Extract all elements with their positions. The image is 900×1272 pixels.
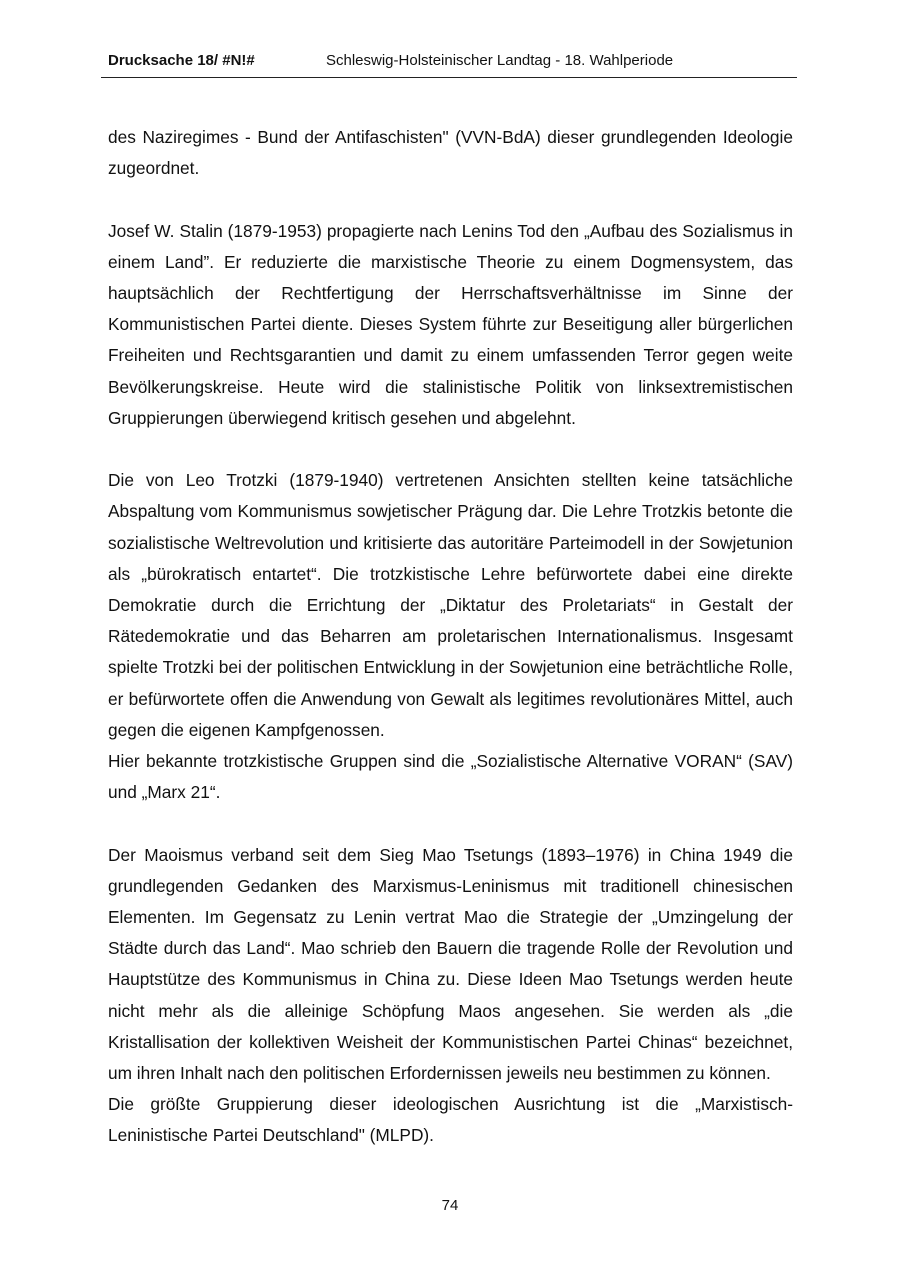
paragraph-vvn-bda: des Naziregimes - Bund der Antifaschisten" (VVN-BdA) dieser grundlegenden Ideologie zugeordnet. — [108, 127, 793, 179]
paragraph-stalin: Josef W. Stalin (1879-1953) propagierte nach Lenins Tod den „Aufbau des Sozialismus in einem Land”. Er reduzierte die marxistische Theorie zu einem Dogmensystem, das hauptsächlich der Rechtfertigung der Herrschaftsverhältnisse im Sinne der Kommunistischen Partei diente. Dieses System führte zur Beseitigung aller bürgerlichen Freiheiten und Rechtsgarantien und damit zu einem umfassenden Terror gegen weite Bevölkerungskreise. Heute wird die stalinistische Politik von linksextremistischen Gruppierungen überwiegend kritisch gesehen und abgelehnt. — [108, 220, 793, 428]
page-header — [101, 50, 797, 78]
body-text — [108, 122, 793, 1152]
document-number: Drucksache 18/ #N!# — [108, 52, 255, 69]
paragraph-maoismus: Der Maoismus verband seit dem Sieg Mao Tsetungs (1893–1976) in China 1949 die grundlegenden Gedanken des Marxismus-Leninismus mit traditionell chinesischen Elementen. Im Gegensatz zu Lenin vertrat Mao die Strategie der „Umzingelung der Städte durch das Land“. Mao schrieb den Bauern die tragende Rolle der Revolution und Hauptstütze des Kommunismus in China zu. Diese Ideen Mao Tsetungs werden heute nicht mehr als die alleinige Schöpfung Maos angesehen. Sie werden als „die Kristallisation der kollektiven Weisheit der Kommunistischen Partei Chinas“ bezeichnet, um ihren Inhalt nach den politischen Erfordernissen jeweils neu bestimmen zu können. — [108, 844, 793, 1084]
paragraph-trotzki: Die von Leo Trotzki (1879-1940) vertretenen Ansichten stellten keine tatsächliche Abspaltung vom Kommunismus sowjetischer Prägung dar. Die Lehre Trotzkis betonte die sozialistische Weltrevolution und kritisierte das autoritäre Parteimodell in der Sowjetunion als „bürokratisch entartet“. Die trotzkistische Lehre befürwortete dabei eine direkte Demokratie durch die Errichtung der „Diktatur des Proletariats“ in Gestalt der Rätedemokratie und das Beharren am proletarischen Internationalismus. Insgesamt spielte Trotzki bei der politischen Entwicklung in der Sowjetunion eine beträchtliche Rolle, er befürwortete offen die Anwendung von Gewalt als legitimes revolutionäres Mittel, auch gegen die eigenen Kampfgenossen. — [108, 470, 793, 740]
page-number: 74 — [441, 1197, 459, 1214]
parliament-title: Schleswig-Holsteinischer Landtag - 18. Wahlperiode — [326, 52, 674, 69]
paragraph-trotzkist-groups: Hier bekannte trotzkistische Gruppen sind die „Sozialistische Alternative VORAN“ (SAV) und „Marx 21“. — [108, 751, 793, 803]
paragraph-mlpd: Die größte Gruppierung dieser ideologischen Ausrichtung ist die „Marxistisch-Leninistische Partei Deutschland" (MLPD). — [108, 1094, 793, 1146]
